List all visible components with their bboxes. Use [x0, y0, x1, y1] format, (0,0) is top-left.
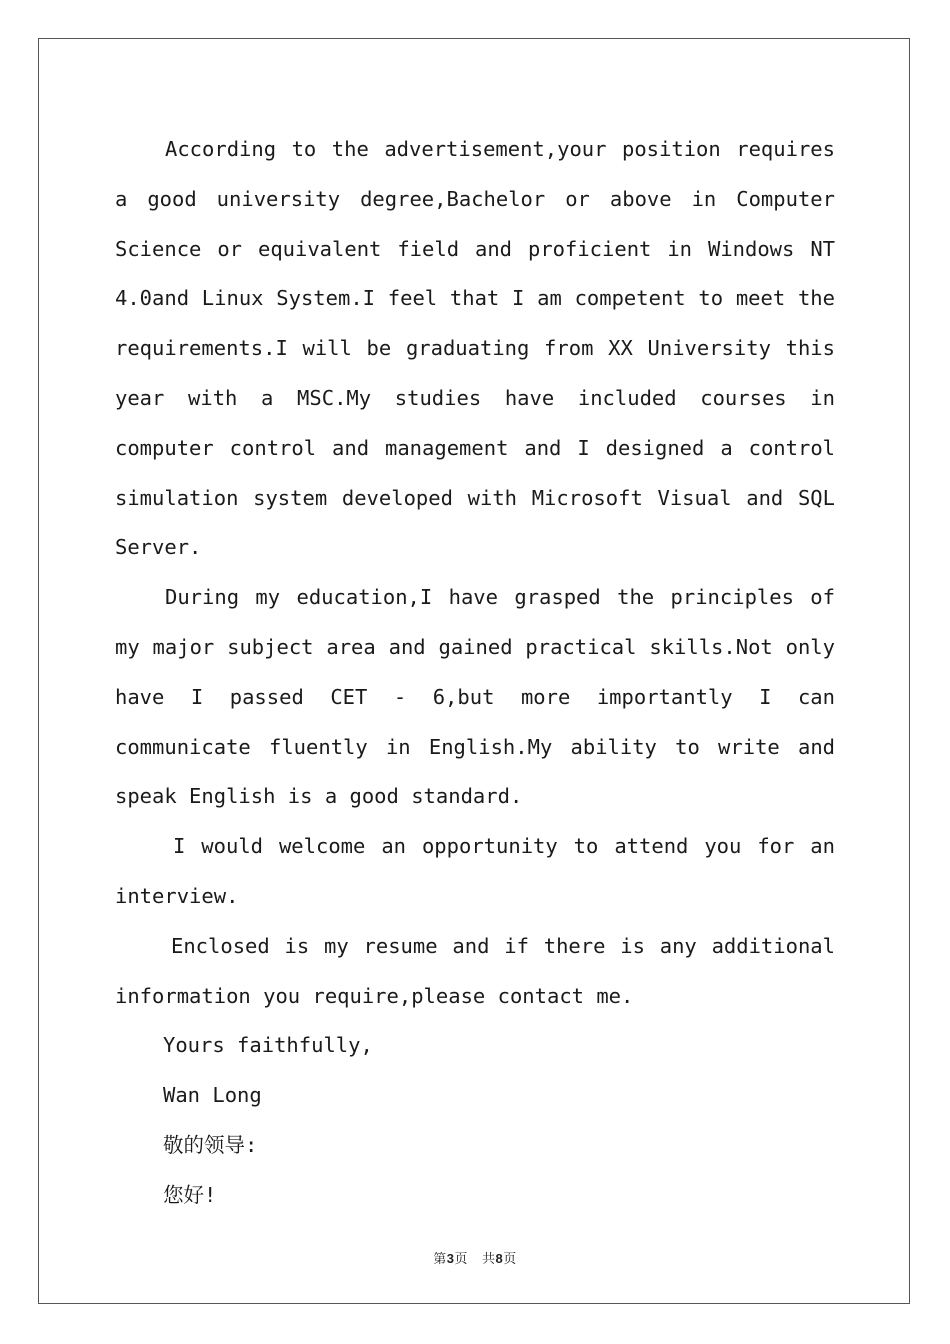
paragraph-education: During my education,I have grasped the principles of my major subject area and gained practical skills.Not only have I passed CET - 6,but more importantly I can communicate fluently in English.My ability to write and speak English is a good standard.: [115, 585, 835, 809]
paragraph-resume: Enclosed is my resume and if there is any additional information you require,please contact me.: [115, 933, 835, 1008]
paragraph-interview: I would welcome an opportunity to attend you for an interview.: [115, 834, 835, 908]
greeting-cn: 敬的领导:: [163, 1132, 258, 1157]
page-footer: [0, 1248, 950, 1267]
footer-total-prefix: 共: [482, 1252, 496, 1267]
closing-line: Yours faithfully,: [163, 1033, 373, 1058]
footer-prefix: 第: [433, 1252, 447, 1267]
letter-body: [115, 125, 835, 1221]
total-page-count: 8: [495, 1251, 504, 1266]
signature-line: Wan Long: [163, 1083, 262, 1108]
salutation-cn: 您好!: [163, 1182, 217, 1207]
paragraph-requirements: According to the advertisement,your position requires a good university degree,Bachelor or above in Computer Science or equivalent field and proficient in Windows NT 4.0and Linux System.I feel that I am competent to meet the requirements.I will be graduating from XX University this year with a MSC.My studies have included courses in computer control and management and I designed a control simulation system developed with Microsoft Visual and SQL Server.: [115, 137, 835, 560]
footer-total-suffix: 页: [503, 1252, 517, 1267]
footer-page-word: 页: [454, 1252, 468, 1267]
current-page-number: 3: [446, 1251, 455, 1266]
